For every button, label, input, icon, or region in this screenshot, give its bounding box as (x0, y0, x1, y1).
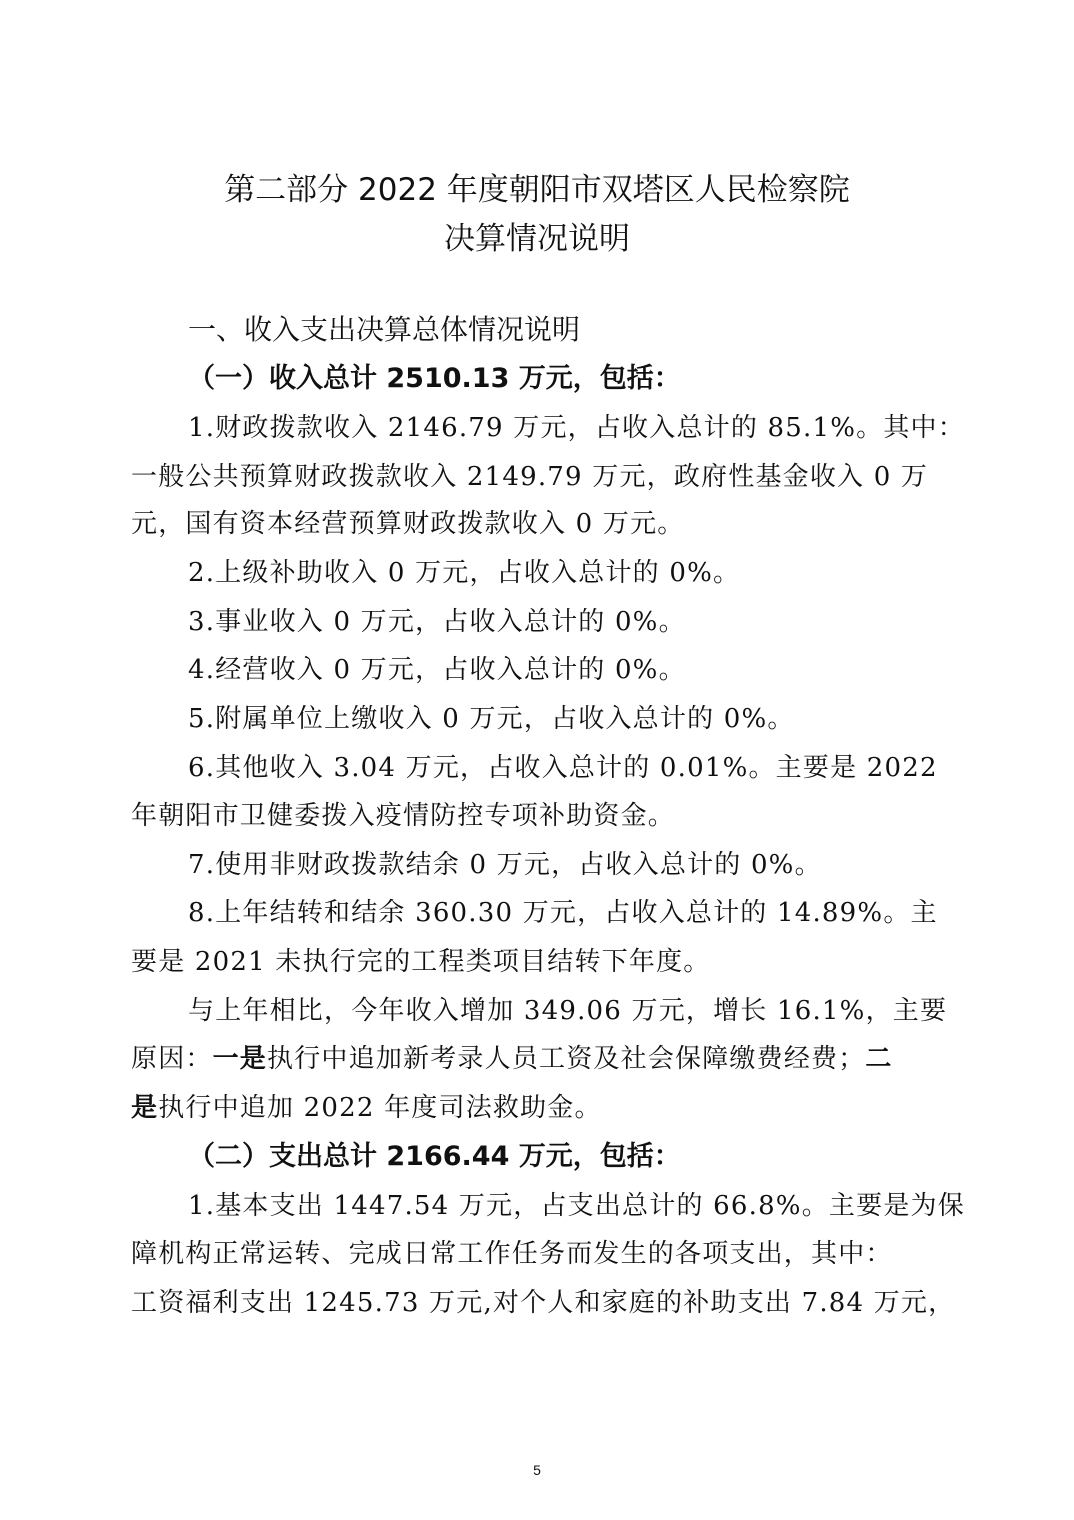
text-span: 原因： (131, 1044, 213, 1074)
paragraph-line: 一般公共预算财政拨款收入 2149.79 万元，政府性基金收入 0 万 (131, 462, 929, 492)
paragraph-line: 1.基本支出 1447.54 万元，占支出总计的 66.8%。主要是为保 (188, 1191, 965, 1221)
paragraph-line (131, 1041, 893, 1077)
emphasis-text: 二 (865, 1044, 893, 1074)
emphasis-text: 是 (131, 1093, 159, 1123)
emphasis-text: 一是 (212, 1044, 268, 1074)
paragraph-line: 年朝阳市卫健委拨入疫情防控专项补助资金。 (131, 801, 676, 831)
paragraph-line: 障机构正常运转、完成日常工作任务而发生的各项支出，其中： (131, 1239, 893, 1269)
paragraph-line: 2.上级补助收入 0 万元，占收入总计的 0%。 (188, 558, 741, 588)
expense-heading: （二）支出总计 2166.44 万元，包括： (188, 1141, 681, 1172)
paragraph-line: 要是 2021 未执行完的工程类项目结转下年度。 (131, 947, 711, 977)
section-heading: 一、收入支出决算总体情况说明 (188, 313, 581, 346)
paragraph-line: 8.上年结转和结余 360.30 万元，占收入总计的 14.89%。主 (188, 898, 938, 928)
text-span: 执行中追加新考录人员工资及社会保障缴费经费； (267, 1044, 866, 1074)
text-span: 执行中追加 2022 年度司法救助金。 (158, 1093, 602, 1123)
paragraph-line: 5.附属单位上缴收入 0 万元，占收入总计的 0%。 (188, 704, 795, 734)
paragraph-line: 6.其他收入 3.04 万元，占收入总计的 0.01%。主要是 2022 (188, 753, 938, 783)
paragraph-line: 1.财政拨款收入 2146.79 万元，占收入总计的 85.1%。其中： (188, 413, 965, 443)
document-title-line1: 第二部分 2022 年度朝阳市双塔区人民检察院 (224, 172, 850, 208)
paragraph-line (131, 1090, 602, 1126)
paragraph-line: 3.事业收入 0 万元，占收入总计的 0%。 (188, 607, 686, 637)
paragraph-line: 与上年相比，今年收入增加 349.06 万元，增长 16.1%，主要 (188, 996, 948, 1026)
paragraph-line: 元，国有资本经营预算财政拨款收入 0 万元。 (131, 509, 685, 539)
paragraph-line: 4.经营收入 0 万元，占收入总计的 0%。 (188, 655, 686, 685)
paragraph-line: 7.使用非财政拨款结余 0 万元，占收入总计的 0%。 (188, 850, 822, 880)
paragraph-line: 工资福利支出 1245.73 万元,对个人和家庭的补助支出 7.84 万元， (131, 1288, 956, 1318)
income-heading: （一）收入总计 2510.13 万元，包括： (188, 363, 681, 394)
page-number: 5 (533, 1462, 541, 1478)
document-title-line2: 决算情况说明 (444, 221, 630, 257)
